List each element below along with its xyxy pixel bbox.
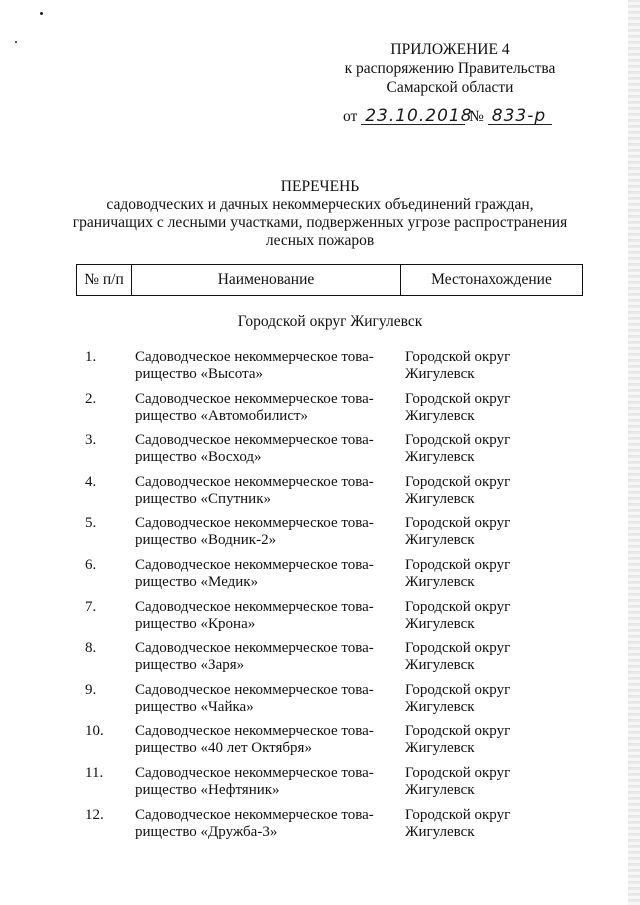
row-number: 12. bbox=[85, 806, 104, 823]
row-name bbox=[135, 474, 400, 508]
row-location-line: Городской округ bbox=[405, 390, 511, 407]
row-location bbox=[405, 682, 575, 716]
appendix-title: ПРИЛОЖЕНИЕ 4 bbox=[390, 41, 510, 58]
row-location-line: Жигулевск bbox=[405, 366, 475, 382]
order-number-label: № bbox=[469, 108, 484, 125]
row-name-line: Садоводческое некоммерческое това- bbox=[135, 556, 374, 573]
row-location-line: Жигулевск bbox=[405, 740, 475, 757]
document-heading bbox=[70, 178, 570, 250]
row-location bbox=[405, 765, 575, 799]
row-name bbox=[135, 432, 400, 466]
row-number: 11. bbox=[85, 764, 104, 781]
row-name-line: рищество «Крона» bbox=[135, 615, 256, 632]
document-subtitle-line: лесных пожаров bbox=[265, 232, 375, 249]
table-row bbox=[0, 723, 640, 765]
row-location bbox=[405, 391, 575, 425]
table-row bbox=[0, 391, 640, 433]
row-name bbox=[135, 599, 400, 633]
row-location bbox=[405, 723, 575, 757]
appendix-line: Самарской области bbox=[386, 79, 514, 96]
table-row bbox=[0, 474, 640, 516]
row-name bbox=[135, 723, 400, 757]
order-prefix: от bbox=[343, 108, 358, 125]
row-location bbox=[405, 557, 575, 591]
row-name-line: рищество «Восход» bbox=[135, 449, 262, 466]
table-header bbox=[76, 264, 583, 296]
row-name-line: рищество «Автомобилист» bbox=[135, 407, 309, 424]
row-location-line: Городской округ bbox=[405, 473, 511, 490]
row-number: 10. bbox=[85, 723, 104, 740]
table-row bbox=[0, 765, 640, 807]
row-name bbox=[135, 765, 400, 799]
document-subtitle-line: граничащих с лесными участками, подверженных угрозе распространения bbox=[72, 214, 568, 231]
row-location-line: Городской округ bbox=[405, 681, 511, 698]
table-row bbox=[0, 515, 640, 557]
row-location-line: Жигулевск bbox=[405, 573, 475, 590]
row-location-line: Жигулевск bbox=[405, 615, 475, 632]
row-location-line: Городской округ bbox=[405, 432, 511, 449]
scan-speck bbox=[15, 41, 17, 43]
row-location bbox=[405, 349, 575, 383]
row-name bbox=[135, 557, 400, 591]
row-name bbox=[135, 640, 400, 674]
header-cell-location: Местонахождение bbox=[431, 271, 552, 288]
row-location-line: Жигулевск bbox=[405, 490, 475, 507]
row-location-line: Городской округ bbox=[405, 556, 511, 573]
row-name-line: Садоводческое некоммерческое това- bbox=[135, 723, 374, 740]
appendix-line: к распоряжению Правительства bbox=[344, 60, 556, 77]
row-name-line: рищество «Медик» bbox=[135, 573, 259, 590]
row-name bbox=[135, 391, 400, 425]
row-name-line: Садоводческое некоммерческое това- bbox=[135, 349, 374, 365]
row-name-line: Садоводческое некоммерческое това- bbox=[135, 681, 374, 698]
row-name-line: рищество «Нефтяник» bbox=[135, 781, 280, 798]
row-location-line: Городской округ bbox=[405, 515, 511, 532]
row-name-line: Садоводческое некоммерческое това- bbox=[135, 640, 374, 657]
table-row bbox=[0, 640, 640, 682]
row-name-line: рищество «Спутник» bbox=[135, 490, 271, 507]
row-location-line: Городской округ bbox=[405, 806, 511, 823]
row-number: 3. bbox=[85, 432, 97, 449]
row-name-line: Садоводческое некоммерческое това- bbox=[135, 598, 374, 615]
row-location-line: Жигулевск bbox=[405, 407, 475, 424]
header-cell-number: № п/п bbox=[77, 265, 132, 295]
row-name-line: Садоводческое некоммерческое това- bbox=[135, 390, 374, 407]
row-location-line: Жигулевск bbox=[405, 698, 475, 715]
order-date: 23.10.2018 bbox=[361, 108, 465, 125]
row-number: 7. bbox=[85, 598, 97, 615]
table-body bbox=[0, 349, 640, 848]
row-location bbox=[405, 807, 575, 841]
header-cell-name: Наименование bbox=[132, 265, 401, 295]
row-number: 9. bbox=[85, 681, 97, 698]
row-name bbox=[135, 515, 400, 549]
row-location-line: Жигулевск bbox=[405, 657, 475, 674]
table-row bbox=[0, 682, 640, 724]
section-title: Городской округ Жигулевск bbox=[237, 313, 423, 330]
appendix-block bbox=[330, 40, 570, 97]
row-name-line: рищество «Дружба-3» bbox=[135, 823, 278, 840]
row-name-line: Садоводческое некоммерческое това- bbox=[135, 473, 374, 490]
table-row bbox=[0, 599, 640, 641]
row-number: 8. bbox=[85, 640, 97, 657]
row-name-line: рищество «Чайка» bbox=[135, 698, 254, 715]
row-name-line: рищество «40 лет Октября» bbox=[135, 740, 312, 757]
row-location-line: Жигулевск bbox=[405, 532, 475, 549]
row-location-line: Городской округ bbox=[405, 349, 511, 365]
row-number: 1. bbox=[85, 349, 97, 365]
row-location-line: Жигулевск bbox=[405, 781, 475, 798]
row-number: 6. bbox=[85, 556, 97, 573]
row-location-line: Жигулевск bbox=[405, 449, 475, 466]
order-line bbox=[343, 108, 552, 126]
scan-speck bbox=[40, 12, 43, 15]
row-location bbox=[405, 474, 575, 508]
table-row bbox=[0, 807, 640, 849]
row-number: 5. bbox=[85, 515, 97, 532]
document-subtitle-line: садоводческих и дачных некоммерческих объединений граждан, bbox=[106, 196, 534, 213]
order-number: 833-р bbox=[488, 108, 552, 125]
row-location-line: Городской округ bbox=[405, 598, 511, 615]
row-location bbox=[405, 432, 575, 466]
document-title: ПЕРЕЧЕНЬ bbox=[280, 178, 360, 195]
row-location-line: Городской округ bbox=[405, 723, 511, 740]
row-location-line: Городской округ bbox=[405, 640, 511, 657]
row-number: 4. bbox=[85, 473, 97, 490]
table-row bbox=[0, 557, 640, 599]
table-row bbox=[0, 349, 640, 391]
row-location-line: Жигулевск bbox=[405, 823, 475, 840]
row-location bbox=[405, 640, 575, 674]
row-name bbox=[135, 807, 400, 841]
table-row bbox=[0, 432, 640, 474]
row-name-line: Садоводческое некоммерческое това- bbox=[135, 764, 374, 781]
row-location-line: Городской округ bbox=[405, 764, 511, 781]
row-name-line: Садоводческое некоммерческое това- bbox=[135, 515, 374, 532]
row-name-line: рищество «Высота» bbox=[135, 366, 263, 382]
row-name-line: рищество «Заря» bbox=[135, 657, 245, 674]
row-name-line: рищество «Водник-2» bbox=[135, 532, 277, 549]
row-location bbox=[405, 599, 575, 633]
row-name bbox=[135, 349, 400, 383]
row-name-line: Садоводческое некоммерческое това- bbox=[135, 432, 374, 449]
row-name bbox=[135, 682, 400, 716]
row-number: 2. bbox=[85, 390, 97, 407]
row-name-line: Садоводческое некоммерческое това- bbox=[135, 806, 374, 823]
row-location bbox=[405, 515, 575, 549]
